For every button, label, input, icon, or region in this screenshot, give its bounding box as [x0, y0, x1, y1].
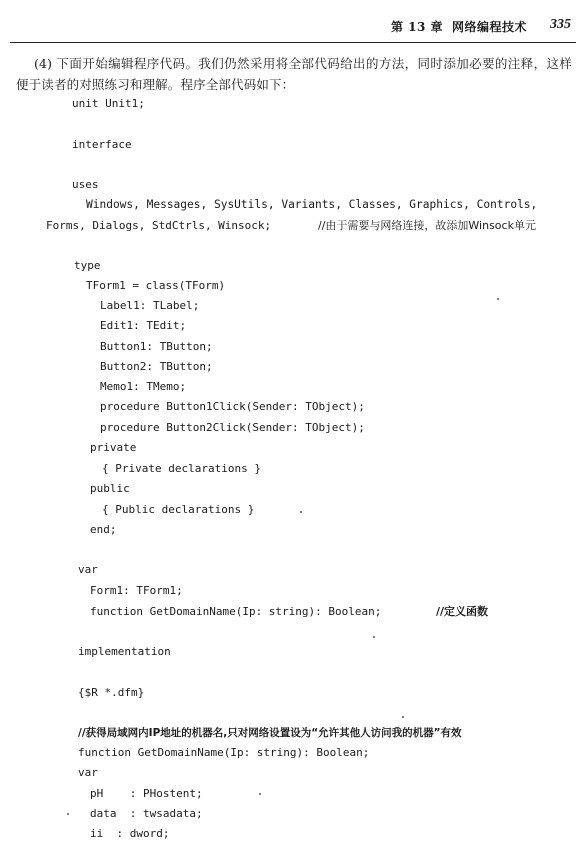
code-proc-button1: procedure Button1Click(Sender: TObject);: [100, 400, 365, 413]
scan-speck: [497, 298, 499, 300]
code-var-keyword: var: [78, 563, 98, 576]
code-resource-directive: {$R *.dfm}: [78, 686, 145, 699]
code-local-ii: ii : dword;: [90, 827, 170, 840]
code-uses-comment: //由于需要与网络连接，故添加Winsock单元: [318, 219, 536, 232]
code-public-keyword: public: [90, 482, 130, 495]
chapter-number: 第 13 章: [390, 20, 443, 34]
code-local-data: data : twsadata;: [90, 807, 203, 820]
code-field-memo: Memo1: TMemo;: [100, 380, 187, 393]
code-class-declaration: TForm1 = class(TForm): [86, 279, 226, 292]
chapter-title: 网络编程技术: [451, 20, 527, 34]
code-proc-button2: procedure Button2Click(Sender: TObject);: [100, 421, 365, 434]
code-form-variable: Form1: TForm1;: [90, 584, 183, 597]
code-private-comment: { Private declarations }: [102, 462, 261, 475]
intro-paragraph: (4) 下面开始编辑程序代码。我们仍然采用将全部代码给出的方法，同时添加必要的注释，这样便于读者的对照练习和理解。程序全部代码如下：: [16, 56, 572, 92]
code-unit-declaration: unit Unit1;: [72, 97, 145, 110]
code-uses-keyword: uses: [72, 178, 99, 191]
header-rule: [10, 42, 576, 43]
code-var-keyword-2: var: [78, 766, 98, 779]
code-function-declaration: function GetDomainName(Ip: string): Boolean;: [90, 605, 382, 618]
code-private-keyword: private: [90, 441, 137, 454]
code-field-button2: Button2: TButton;: [100, 360, 213, 373]
code-local-ph: pH : PHostent;: [90, 787, 203, 800]
code-function-implementation: function GetDomainName(Ip: string): Boolean;: [78, 746, 370, 759]
code-implementation-keyword: implementation: [78, 645, 171, 658]
code-public-comment: { Public declarations }: [102, 503, 255, 516]
code-function-comment: //定义函数: [436, 605, 489, 618]
code-uses-line-2: Forms, Dialogs, StdCtrls, Winsock;: [46, 219, 272, 232]
code-field-button1: Button1: TButton;: [100, 340, 213, 353]
code-field-label: Label1: TLabel;: [100, 299, 200, 312]
scan-speck: [67, 813, 69, 815]
code-uses-line-1: Windows, Messages, SysUtils, Variants, Classes, Graphics, Controls,: [86, 198, 538, 211]
scan-speck: [259, 793, 261, 795]
code-type-keyword: type: [74, 259, 101, 272]
scan-speck: [402, 716, 404, 718]
code-end-keyword: end;: [90, 523, 117, 536]
scan-speck: [300, 511, 302, 513]
page-number: 335: [550, 17, 571, 32]
code-field-edit: Edit1: TEdit;: [100, 319, 187, 332]
scan-speck: [373, 636, 375, 638]
code-implementation-comment: //获得局域网内IP地址的机器名,只对网络设置设为“允许其他人访问我的机器”有效: [78, 727, 462, 739]
page-header: [0, 12, 583, 36]
code-interface-keyword: interface: [72, 138, 132, 151]
